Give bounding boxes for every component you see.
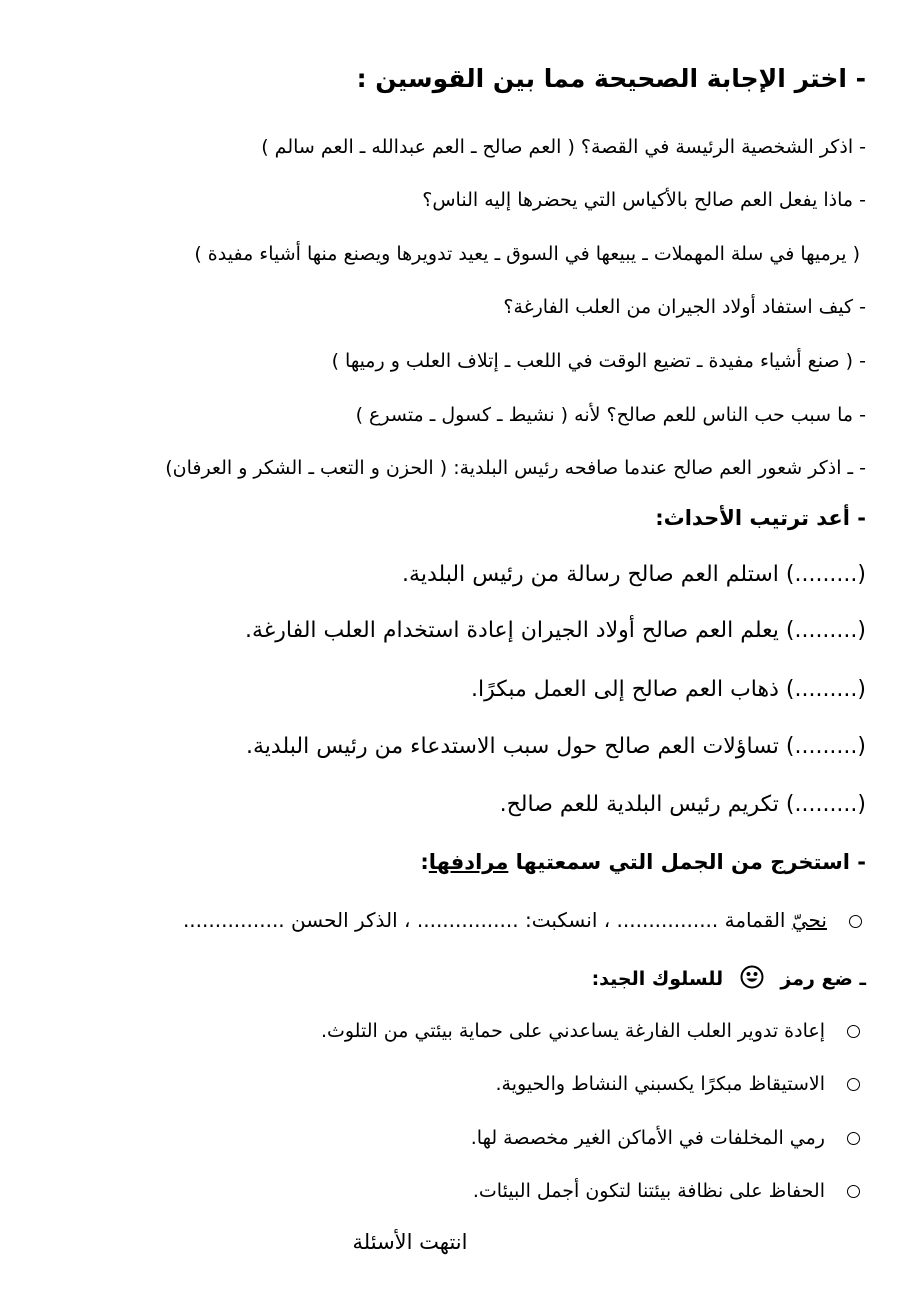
- behavior-text: رمي المخلفات في الأماكن الغير مخصصة لها.: [470, 1127, 825, 1149]
- question-1: - اذكر الشخصية الرئيسة في القصة؟ ( العم صالح ـ العم عبدالله ـ العم سالم ): [261, 136, 866, 158]
- order-item: (.........) ذهاب العم صالح إلى العمل مبكرًا.: [470, 677, 866, 702]
- question-3: - كيف استفاد أولاد الجيران من العلب الفارغة؟: [503, 296, 866, 318]
- behavior-text: الاستيقاظ مبكرًا يكسبني النشاط والحيوية.: [495, 1073, 825, 1095]
- bullet-circle-icon: [849, 915, 862, 928]
- smiley-icon: [740, 965, 764, 994]
- bullet-circle-icon: [847, 1185, 860, 1198]
- behavior-item: [24, 1020, 860, 1042]
- question-4: - ما سبب حب الناس للعم صالح؟ لأنه ( نشيط ـ كسول ـ متسرع ): [355, 404, 866, 426]
- order-item: (.........) استلم العم صالح رسالة من رئيس البلدية.: [402, 562, 866, 587]
- synonyms-line: [30, 908, 862, 932]
- behavior-item: [24, 1073, 860, 1095]
- end-of-questions: انتهت الأسئلة: [352, 1230, 468, 1254]
- section4-title: [24, 965, 866, 994]
- bullet-circle-icon: [847, 1132, 860, 1145]
- question-2-options: ( يرميها في سلة المهملات ـ يبيعها في السوق ـ يعيد تدويرها ويصنع منها أشياء مفيدة ): [194, 243, 860, 265]
- behavior-item: [24, 1180, 860, 1202]
- behavior-text: إعادة تدوير العلب الفارغة يساعدني على حماية بيئتي من التلوث.: [320, 1020, 825, 1042]
- behavior-text: الحفاظ على نظافة بيئتنا لتكون أجمل البيئات.: [472, 1180, 825, 1202]
- section2-title: - أعد ترتيب الأحداث:: [655, 506, 866, 530]
- section3-title: [24, 850, 866, 874]
- section3-title-suffix: :: [420, 850, 429, 874]
- synonym-blanks: القمامة ................ ، انسكبت: ................ ، الذكر الحسن ................: [182, 908, 792, 932]
- bullet-circle-icon: [847, 1025, 860, 1038]
- behavior-item: [24, 1127, 860, 1149]
- order-item: (.........) يعلم العم صالح أولاد الجيران إعادة استخدام العلب الفارغة.: [244, 618, 866, 643]
- section4-title-suffix: للسلوك الجيد:: [591, 968, 724, 990]
- order-item: (.........) تساؤلات العم صالح حول سبب الاستدعاء من رئيس البلدية.: [246, 734, 866, 759]
- section4-title-prefix: ـ ضع رمز: [780, 968, 866, 990]
- section1-title: - اختر الإجابة الصحيحة مما بين القوسين :: [356, 64, 866, 93]
- question-2: - ماذا يفعل العم صالح بالأكياس التي يحضرها إليه الناس؟: [422, 189, 866, 211]
- bullet-circle-icon: [847, 1078, 860, 1091]
- section3-title-prefix: - استخرج من الجمل التي سمعتيها: [508, 850, 866, 874]
- section3-title-underlined: مرادفها: [428, 850, 509, 874]
- question-3-options: - ( صنع أشياء مفيدة ـ تضيع الوقت في اللعب ـ إتلاف العلب و رميها ): [331, 350, 866, 372]
- synonym-word-1: نحيّ: [791, 908, 827, 932]
- question-5: - ـ اذكر شعور العم صالح عندما صافحه رئيس البلدية: ( الحزن و التعب ـ الشكر و العرفان): [165, 457, 866, 479]
- order-item: (.........) تكريم رئيس البلدية للعم صالح.: [499, 792, 866, 817]
